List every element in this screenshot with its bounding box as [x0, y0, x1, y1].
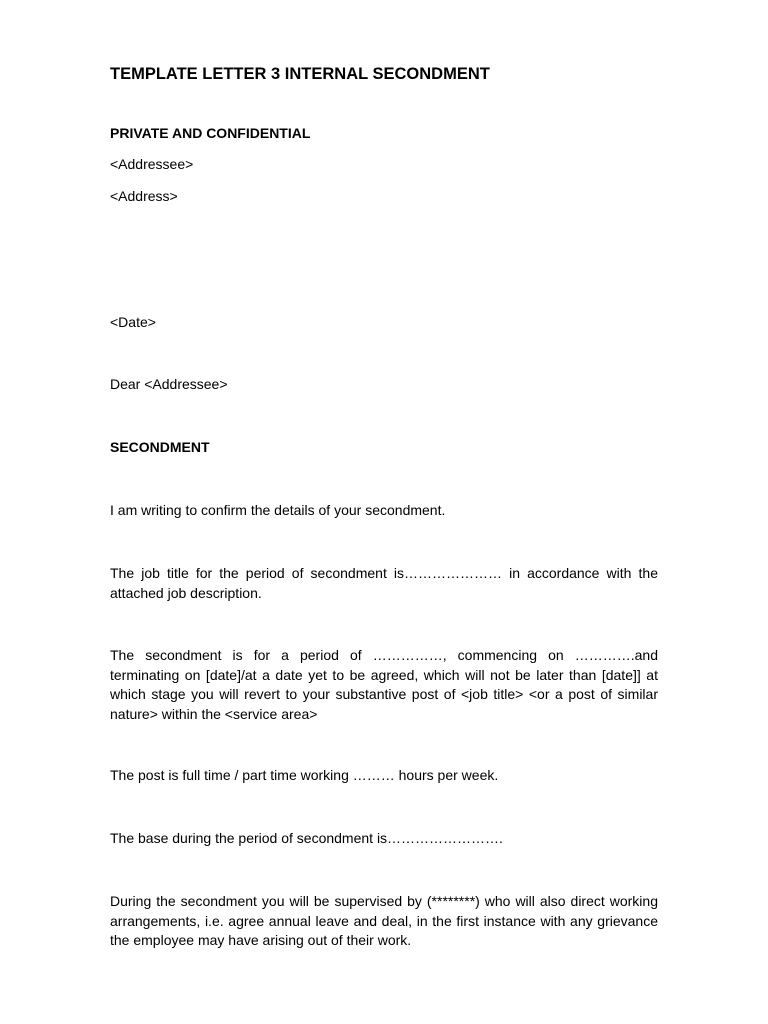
date-placeholder: <Date> — [110, 314, 156, 330]
confidential-label: PRIVATE AND CONFIDENTIAL — [110, 125, 311, 141]
salutation: Dear <Addressee> — [110, 376, 228, 392]
addressee-placeholder: <Addressee> — [110, 156, 194, 172]
document-title: TEMPLATE LETTER 3 INTERNAL SECONDMENT — [110, 65, 490, 83]
section-heading: SECONDMENT — [110, 439, 210, 455]
paragraph-hours: The post is full time / part time working ……… hours per week. — [110, 767, 499, 783]
paragraph-supervision: During the secondment you will be supervised by (********) who will also direct working arrangements, i.e. agree annual leave and deal, in the first instance with any grievance the employee may have arising out of their work. — [110, 893, 658, 948]
paragraph-period: The secondment is for a period of ……………, commencing on ………….and terminating on [date]/at a date yet to be agreed, which will not be later than [date]] at which stage you will revert to your substantive post of <job title> <or a post of similar nature> within the <service area> — [110, 647, 658, 722]
address-placeholder: <Address> — [110, 188, 178, 204]
paragraph-intro: I am writing to confirm the details of your secondment. — [110, 502, 446, 518]
paragraph-job-title: The job title for the period of secondment is………………… in accordance with the attached job description. — [110, 565, 658, 601]
paragraph-base: The base during the period of secondment is……………………. — [110, 830, 503, 846]
